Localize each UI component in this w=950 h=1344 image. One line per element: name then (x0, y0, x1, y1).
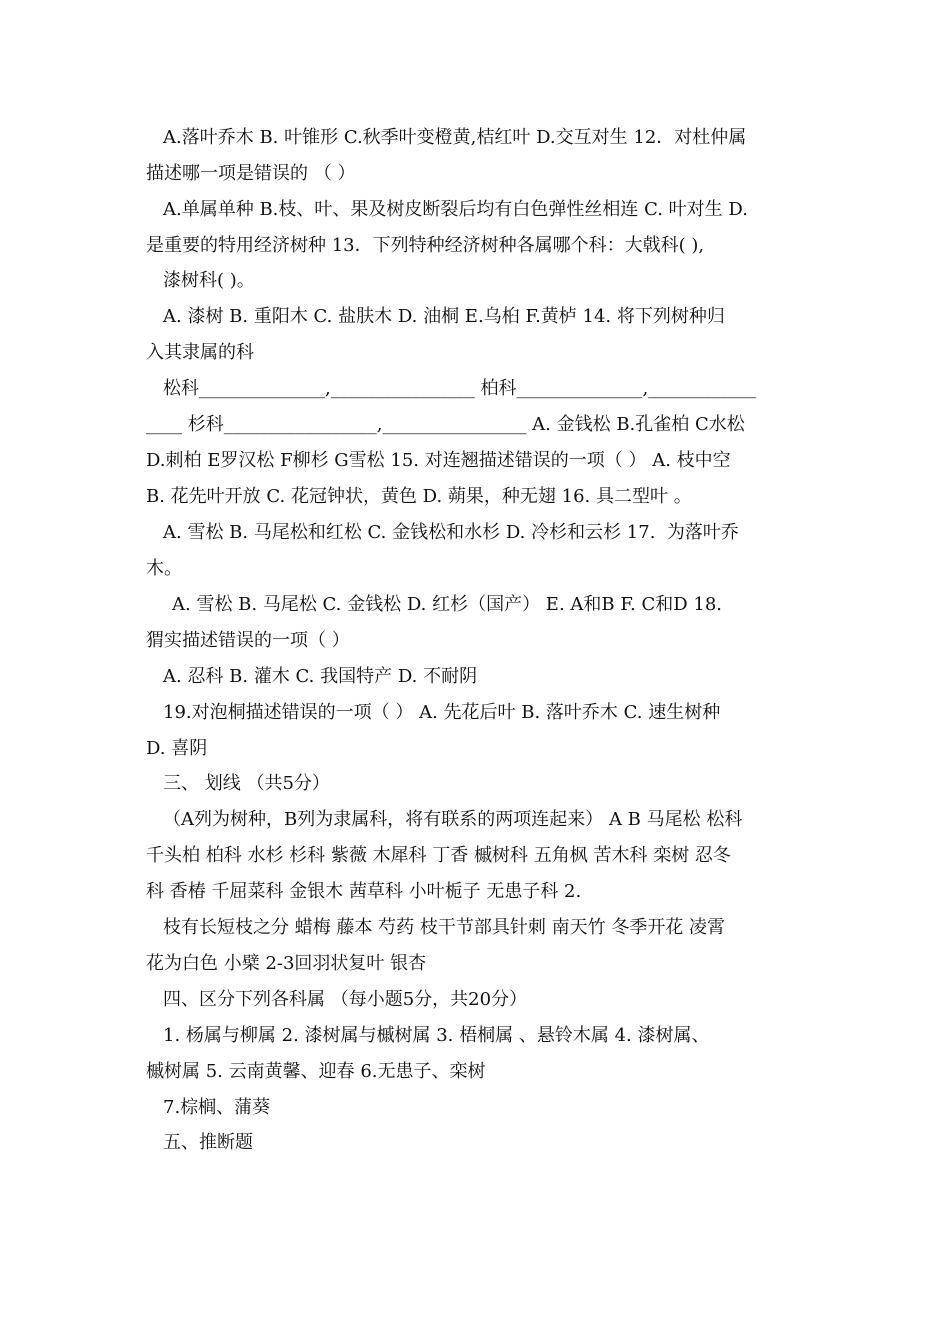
text-line: 19.对泡桐描述错误的一项（ ） A. 先花后叶 B. 落叶乔木 C. 速生树种 (163, 702, 721, 723)
text-line: 木。 (146, 558, 182, 579)
text-line: 入其隶属的科 (146, 342, 254, 363)
text-line: 科 香椿 千屈菜科 金银木 茜草科 小叶栀子 无患子科 2. (146, 881, 582, 902)
text-line: D. 喜阴 (146, 738, 208, 759)
text-line: A. 雪松 B. 马尾松和红松 C. 金钱松和水杉 D. 冷杉和云杉 17. 为落叶乔 (163, 522, 739, 543)
text-line: 描述哪一项是错误的 （ ） (146, 163, 356, 184)
text-line: 是重要的特用经济树种 13．下列特种经济树种各属哪个科：大戟科( ), (146, 235, 705, 256)
text-line: 枝有长短枝之分 蜡梅 藤本 芍药 枝干节部具针刺 南天竹 冬季开花 凌霄 (163, 917, 726, 938)
text-line: 千头柏 柏科 水杉 杉科 紫薇 木犀科 丁香 槭树科 五角枫 苦木科 栾树 忍冬 (146, 845, 731, 866)
text-line: A.落叶乔木 B. 叶锥形 C.秋季叶变橙黄,桔红叶 D.交互对生 12．对杜仲属 (163, 127, 747, 148)
text-line: 1. 杨属与柳属 2. 漆树属与槭树属 3. 梧桐属 、悬铃木属 4. 漆树属、 (163, 1025, 710, 1046)
section-heading: 五、推断题 (163, 1132, 253, 1153)
text-line: A. 漆树 B. 重阳木 C. 盐肤木 D. 油桐 E.乌桕 F.黄栌 14. 将下列树种归 (163, 306, 725, 327)
text-line: 松科______________,________________ 柏科______________,____________ (163, 378, 757, 399)
text-line: 槭树属 5. 云南黄馨、迎春 6.无患子、栾树 (146, 1061, 486, 1082)
text-line: B. 花先叶开放 C. 花冠钟状，黄色 D. 蒴果，种无翅 16. 具二型叶 。 (146, 486, 692, 507)
text-line: 漆树科( )。 (163, 270, 255, 291)
text-line: （A列为树种，B列为隶属科，将有联系的两项连起来） A B 马尾松 松科 (163, 809, 743, 830)
text-line: 猬实描述错误的一项（ ） (146, 630, 350, 651)
text-line: A. 忍科 B. 灌木 C. 我国特产 D. 不耐阴 (163, 666, 478, 687)
section-heading: 三、 划线 （共5分） (163, 773, 330, 794)
text-line: A.单属单种 B.枝、叶、果及树皮断裂后均有白色弹性丝相连 C. 叶对生 D. (163, 199, 748, 220)
text-line: 7.棕榈、蒲葵 (163, 1097, 271, 1118)
text-line: ____ 杉科_________________,________________ A. 金钱松 B.孔雀柏 C水松 (146, 414, 745, 435)
text-line: 花为白色 小檗 2-3回羽状复叶 银杏 (146, 953, 427, 974)
text-line: A. 雪松 B. 马尾松 C. 金钱松 D. 红杉（国产） E. A和B F. C和D 18. (172, 594, 723, 615)
section-heading: 四、区分下列各科属 （每小题5分，共20分） (163, 989, 528, 1010)
text-line: D.刺柏 E罗汉松 F柳杉 G雪松 15. 对连翘描述错误的一项（ ） A. 枝中空 (146, 450, 731, 471)
